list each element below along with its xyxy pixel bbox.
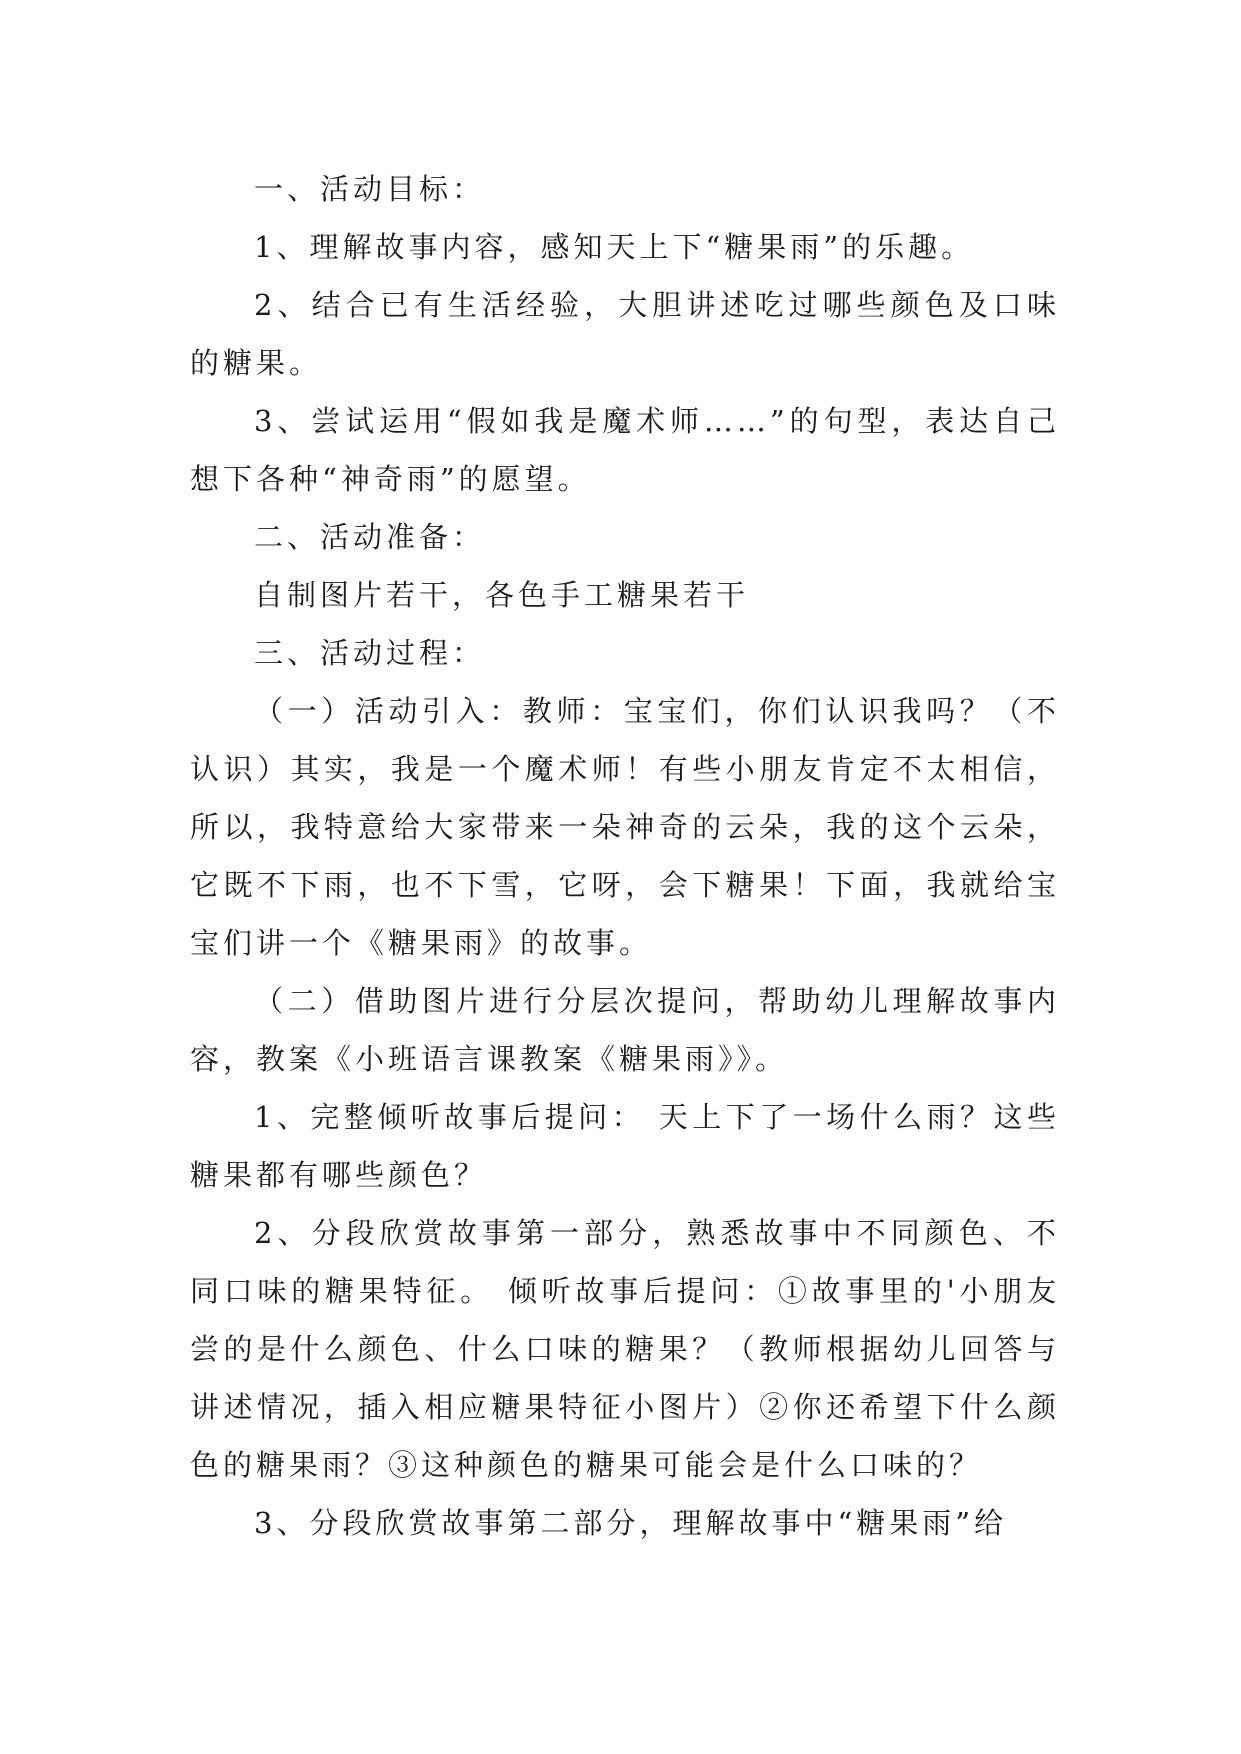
goal-item-3: 3、尝试运用“假如我是魔术师……”的句型，表达自己想下各种“神奇雨”的愿望。 [190,404,1060,496]
preparation-text: 自制图片若干，各色手工糖果若干 [254,578,750,612]
heading-activity-preparation: 二、活动准备： [254,520,486,554]
goal-item-1: 1、理解故事内容，感知天上下“糖果雨”的乐趣。 [254,230,975,264]
goal-item-2: 2、结合已有生活经验，大胆讲述吃过哪些颜色及口味的糖果。 [190,288,1060,380]
question-item-2: 2、分段欣赏故事第一部分，熟悉故事中不同颜色、不同口味的糖果特征。 倾听故事后提问：①故事里的'小朋友尝的是什么颜色、什么口味的糖果？（教师根据幼儿回答与讲述情况，插入相应糖果特征小图片）②你还希望下什么颜色的糖果雨？③这种颜色的糖果可能会是什么口味的？ [190,1216,1060,1482]
question-item-3: 3、分段欣赏故事第二部分，理解故事中“糖果雨”给 [254,1506,1008,1540]
question-item-1: 1、完整倾听故事后提问： 天上下了一场什么雨？这些糖果都有哪些颜色？ [190,1100,1060,1192]
document-body [190,160,1060,1552]
process-step-introduction: （一）活动引入：教师：宝宝们，你们认识我吗？（不认识）其实，我是一个魔术师！有些小朋友肯定不太相信，所以，我特意给大家带来一朵神奇的云朵，我的这个云朵，它既不下雨，也不下雪，它呀，会下糖果！下面，我就给宝宝们讲一个《糖果雨》的故事。 [190,694,1060,960]
heading-activity-goals: 一、活动目标： [254,172,486,206]
heading-activity-process: 三、活动过程： [254,636,486,670]
process-step-picture-questions: （二）借助图片进行分层次提问，帮助幼儿理解故事内容，教案《小班语言课教案《糖果雨》》。 [190,984,1060,1076]
